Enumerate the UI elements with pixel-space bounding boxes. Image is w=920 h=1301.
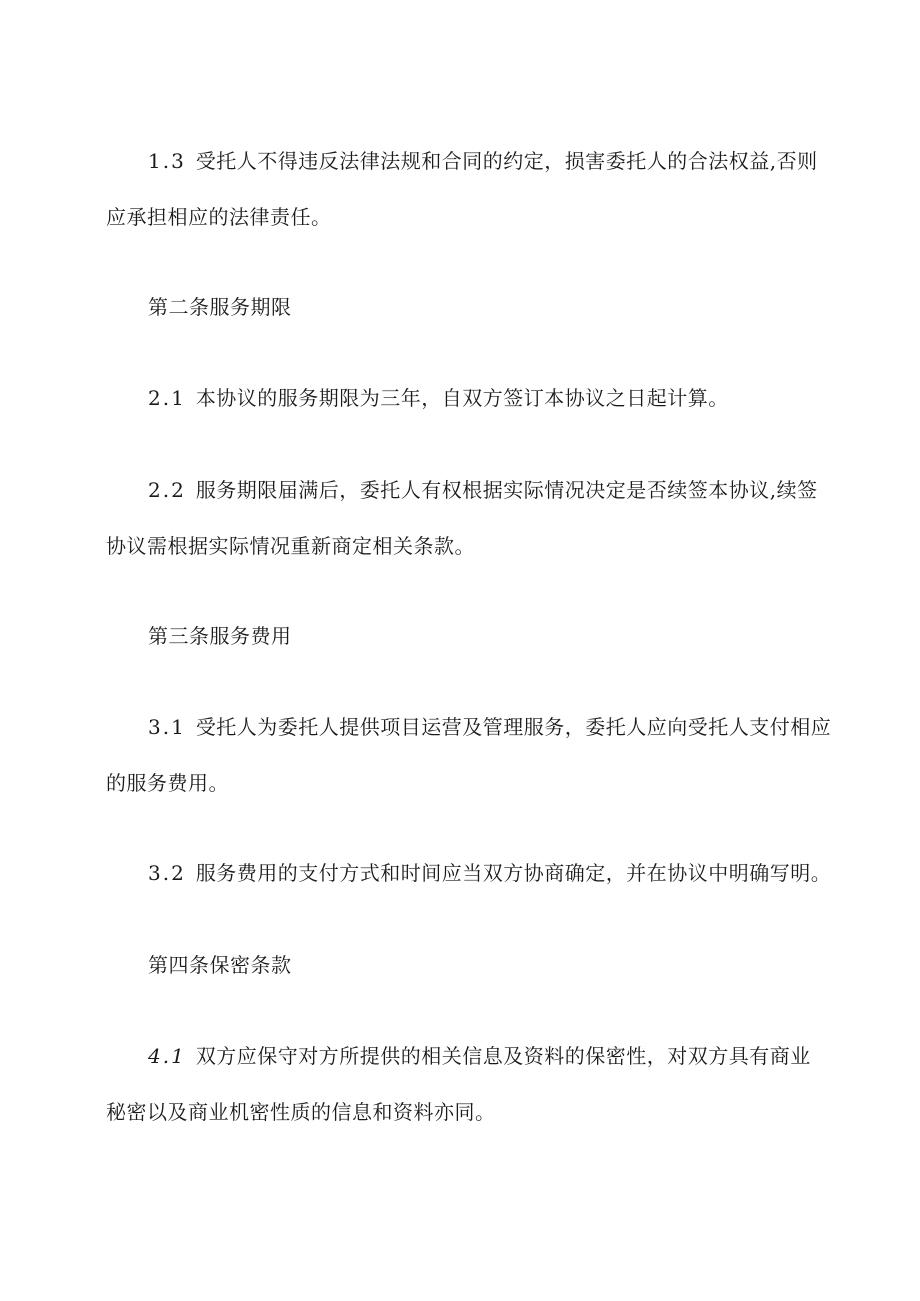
clause-number: 3.2 <box>148 861 186 885</box>
clause-number: 4.1 <box>148 1044 186 1068</box>
clause-text: 本协议的服务期限为三年，自双方签订本协议之日起计算。 <box>195 386 729 410</box>
clause-number: 1.3 <box>148 149 186 173</box>
clause-2-2-line-1 <box>148 476 868 504</box>
clause-3-2-line-1 <box>148 859 868 887</box>
clause-1-3-line-1 <box>148 147 868 175</box>
clause-2-2-line-2: 协议需根据实际情况重新商定相关条款。 <box>106 534 475 558</box>
clause-4-1-line-2: 秘密以及商业机密性质的信息和资料亦同。 <box>106 1100 496 1124</box>
clause-3-1-line-1 <box>148 713 868 741</box>
clause-2-1-line-1 <box>148 384 868 412</box>
article-3-heading: 第三条服务费用 <box>148 624 292 648</box>
clause-4-1-line-1 <box>148 1042 868 1070</box>
article-4-heading: 第四条保密条款 <box>148 953 292 977</box>
clause-number: 3.1 <box>148 715 186 739</box>
clause-number: 2.2 <box>148 478 186 502</box>
article-2-heading: 第二条服务期限 <box>148 295 292 319</box>
clause-1-3-line-2: 应承担相应的法律责任。 <box>106 205 332 229</box>
clause-text: 服务期限届满后，委托人有权根据实际情况决定是否续签本协议,续签 <box>195 478 818 502</box>
clause-text: 服务费用的支付方式和时间应当双方协商确定，并在协议中明确写明。 <box>195 861 832 885</box>
clause-number: 2.1 <box>148 386 186 410</box>
clause-text: 受托人为委托人提供项目运营及管理服务，委托人应向受托人支付相应 <box>195 715 832 739</box>
clause-text: 受托人不得违反法律法规和合同的约定，损害委托人的合法权益,否则 <box>195 149 818 173</box>
clause-text: 双方应保守对方所提供的相关信息及资料的保密性，对双方具有商业 <box>195 1044 811 1068</box>
clause-3-1-line-2: 的服务费用。 <box>106 771 229 795</box>
